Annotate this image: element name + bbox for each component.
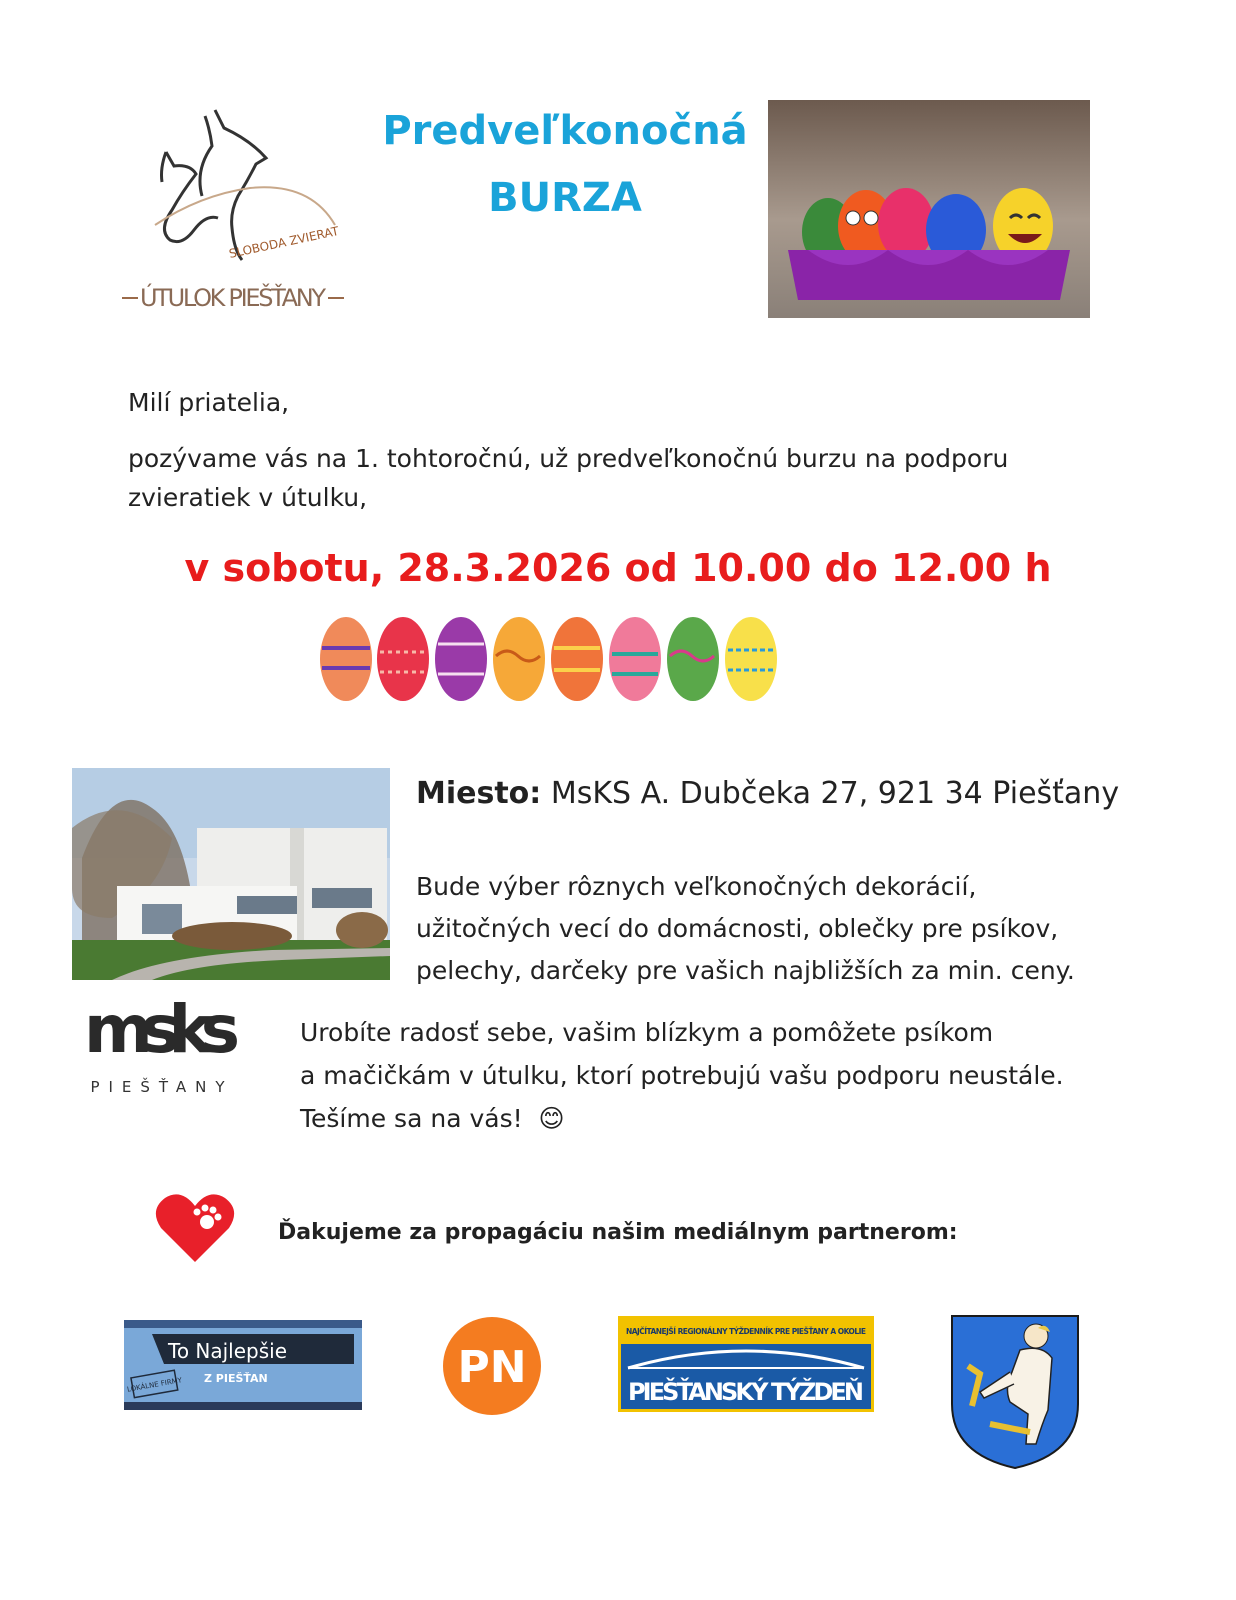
najlepsie-stamp: LOKÁLNE FIRMY [126,1376,183,1394]
heart-paw-icon [155,1192,235,1264]
event-datetime: v sobotu, 28.3.2026 od 10.00 do 12.00 h [184,546,1052,590]
egg-row [318,612,778,704]
smile-icon: 😊 [538,1104,565,1133]
partners-thanks: Ďakujeme za propagáciu našim mediálnym partnerom: [278,1220,958,1245]
joy-line-1: Urobíte radosť sebe, vašim blízkym a pomôžete psíkom [300,1018,994,1047]
building-photo [72,768,390,980]
closing-text: Tešíme sa na vás! [300,1104,523,1133]
pn-text: PN [457,1342,527,1393]
logo-main-text: ÚTULOK PIEŠŤANY [140,284,326,312]
pn-logo [442,1316,542,1416]
offer-text [416,866,1136,992]
tyzden-logo [618,1316,874,1412]
invite-text [128,440,1088,518]
invite-line-2: zvieratiek v útulku, [128,482,368,512]
coat-of-arms [950,1314,1080,1470]
tyzden-name: PIEŠŤANSKÝ TÝŽDEŇ [628,1378,864,1406]
msks-mark: msks [84,991,240,1068]
event-place [416,776,1119,811]
najlepsie-title: To Najlepšie [168,1339,288,1363]
greeting-text: Milí priatelia, [128,388,290,417]
msks-city: PIEŠŤANY [90,1078,234,1096]
logo-arc-text: SLOBODA ZVIERAT [227,223,341,261]
page-title-line1: Predveľkonočná [382,108,748,154]
joy-text [300,1011,1160,1140]
place-value: MsKS A. Dubčeka 27, 921 34 Piešťany [550,776,1120,811]
invite-line-1: pozývame vás na 1. tohtoročnú, už predveľkonočnú burzu na podporu [128,444,1009,473]
msks-logo [80,990,245,1100]
tyzden-top: NAJČÍTANEJŠÍ REGIONÁLNY TÝŽDENNÍK PRE PIEŠŤANY A OKOLIE [626,1327,866,1336]
najlepsie-logo [124,1320,362,1410]
place-label: Miesto: [416,776,542,811]
page-title-line2: BURZA [488,175,642,221]
joy-line-2: a mačičkám v útulku, ktorí potrebujú vašu podporu neustále. [300,1061,1064,1090]
najlepsie-subtitle: Z PIEŠŤAN [204,1372,268,1385]
offer-line-3: pelechy, darčeky pre vašich najbližších za min. ceny. [416,956,1075,985]
easter-eggs-photo [768,100,1090,318]
offer-line-1: Bude výber rôznych veľkonočných dekorácií, [416,872,977,901]
closing-line [300,1097,1160,1140]
offer-line-2: užitočných vecí do domácnosti, oblečky pre psíkov, [416,914,1059,943]
shelter-logo [120,100,350,315]
